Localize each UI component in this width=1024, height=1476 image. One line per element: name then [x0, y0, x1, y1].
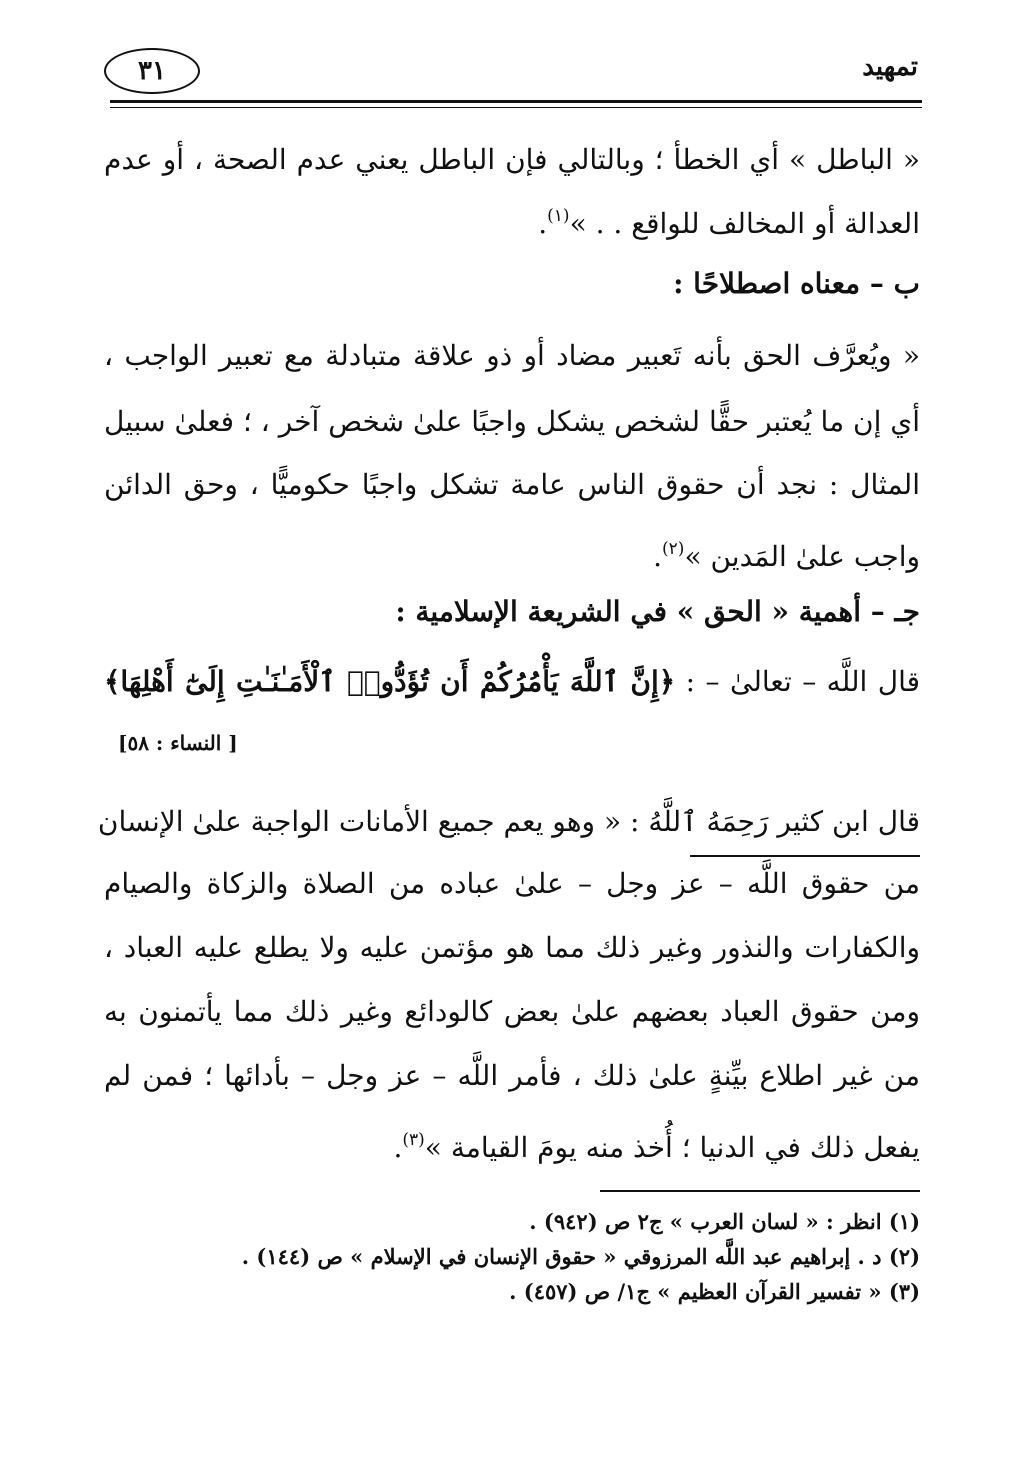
- footnote: (٢) د . إبراهيم عبد اللَّه المرزوقي « حقوق الإنسان في الإسلام » ص (١٤٤) .: [241, 1244, 920, 1269]
- text-fragment: .: [538, 207, 548, 240]
- text-line: والكفارات والنذور وغير ذلك مما هو مؤتمن عليه ولا يطلع عليه العباد ،: [104, 931, 920, 964]
- section-heading: جـ – أهمية « الحق » في الشريعة الإسلامية :: [395, 595, 920, 628]
- chapter-title: تمهيد: [862, 52, 918, 82]
- text-line: من غير اطلاع بيِّنةٍ علىٰ ذلك ، فأمر اللَّه – عز وجل – بأدائها ؛ فمن لم: [104, 1059, 920, 1092]
- text-line: [104, 194, 920, 238]
- footnote-marker: (١): [547, 206, 570, 226]
- text-fragment: قال اللَّه – تعالىٰ – :: [685, 665, 920, 698]
- footnote: (١) انظر : « لسان العرب » ج٢ ص (٩٤٢) .: [529, 1209, 920, 1234]
- footnote-separator: [600, 1190, 920, 1192]
- surah-reference: [ النساء : ٥٨]: [118, 731, 238, 755]
- underline: [690, 855, 920, 857]
- text-line: [104, 1118, 920, 1162]
- text-line: المثال : نجد أن حقوق الناس عامة تشكل واجبًا حكوميًّا ، وحق الدائن: [104, 468, 920, 501]
- page-number-badge: [104, 48, 200, 94]
- text-fragment: العدالة أو المخالف للواقع . . »: [569, 207, 920, 240]
- header-rule-thin: [110, 107, 922, 108]
- header-rule-thick: [110, 100, 922, 103]
- text-line: قال ابن كثير رَحِمَهُ ٱللَّهُ : « وهو يعم جميع الأمانات الواجبة علىٰ الإنسان: [97, 805, 920, 838]
- text-line: ومن حقوق العباد بعضهم علىٰ بعض كالودائع وغير ذلك مما يأتمنون به: [104, 995, 920, 1028]
- footnote: (٣) « تفسير القرآن العظيم » ج١/ ص (٤٥٧) .: [509, 1279, 920, 1304]
- text-fragment: يفعل ذلك في الدنيا ؛ أُخذ منه يومَ القيامة »: [424, 1131, 920, 1164]
- text-line: « الباطل » أي الخطأ ؛ وبالتالي فإن الباطل يعني عدم الصحة ، أو عدم: [104, 143, 920, 176]
- text-line: « ويُعرَّف الحق بأنه تَعبير مضاد أو ذو علاقة متبادلة مع تعبير الواجب ،: [104, 339, 920, 372]
- text-line: أي إن ما يُعتبر حقًّا لشخص يشكل واجبًا علىٰ شخص آخر ، ؛ فعلىٰ سبيل: [104, 405, 920, 438]
- footnote-marker: (٢): [662, 539, 685, 559]
- text-fragment: .: [653, 540, 663, 573]
- text-line: [104, 660, 920, 704]
- quran-verse: ﴿إِنَّ ٱللَّهَ يَأْمُرُكُمْ أَن تُؤَدُّوا۟ ٱلْأَمَـٰنَـٰتِ إِلَىٰٓ أَهْلِهَا﴾: [104, 665, 676, 698]
- text-line: من حقوق اللَّه – عز وجل – علىٰ عباده من الصلاة والزكاة والصيام: [104, 867, 920, 900]
- text-line: [104, 527, 920, 571]
- page-number: ٣١: [138, 56, 166, 86]
- text-fragment: واجب علىٰ المَدين »: [684, 540, 920, 573]
- footnote-marker: (٣): [402, 1130, 425, 1150]
- section-heading: ب – معناه اصطلاحًا :: [673, 267, 920, 300]
- text-fragment: .: [393, 1131, 403, 1164]
